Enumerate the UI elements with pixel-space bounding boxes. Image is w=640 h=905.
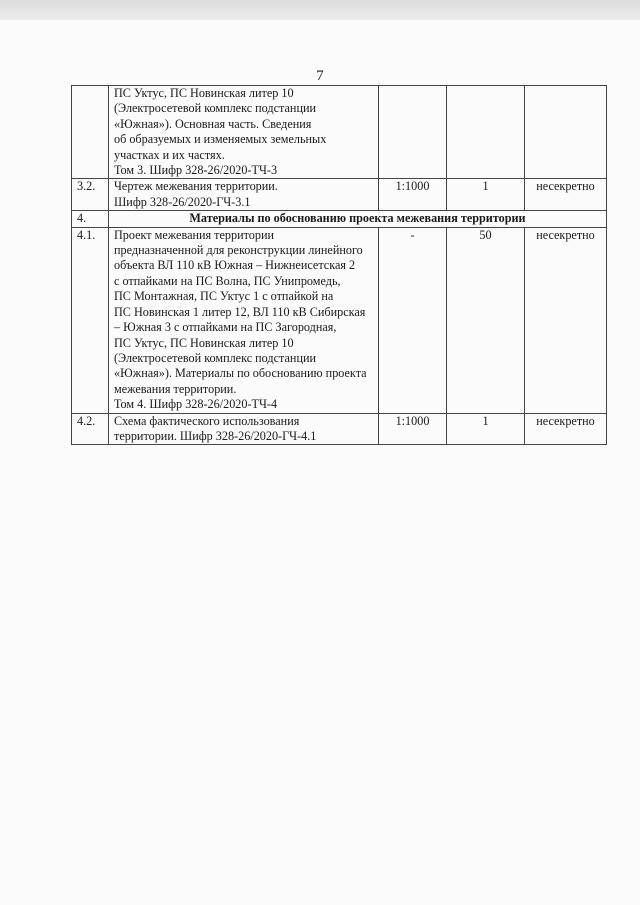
title-line: объекта ВЛ 110 кВ Южная – Нижнеисетская 2 xyxy=(114,258,356,273)
title-line: «Южная»). Основная часть. Сведения xyxy=(114,116,312,131)
row-title xyxy=(109,413,379,445)
title-line: Шифр 328-26/2020-ГЧ-3.1 xyxy=(114,194,251,209)
title-line: с отпайками на ПС Волна, ПС Унипромедь, xyxy=(114,273,341,288)
section-title: Материалы по обоснованию проекта межевания территории xyxy=(109,211,607,227)
row-secrecy: несекретно xyxy=(525,227,607,413)
scan-edge xyxy=(0,0,640,20)
row-count xyxy=(447,86,525,179)
document-page xyxy=(0,20,640,905)
title-line: Чертеж межевания территории. xyxy=(114,179,278,194)
title-line: (Электросетевой комплекс подстанции xyxy=(114,101,317,116)
row-count: 1 xyxy=(447,179,525,211)
row-number: 3.2. xyxy=(72,179,109,211)
title-line: (Электросетевой комплекс подстанции xyxy=(114,350,317,365)
document-list-table xyxy=(71,85,607,445)
table-row xyxy=(72,179,607,211)
row-secrecy: несекретно xyxy=(525,413,607,445)
section-number: 4. xyxy=(72,211,109,227)
row-scale: 1:1000 xyxy=(379,179,447,211)
title-line: Проект межевания территории xyxy=(114,227,275,242)
row-scale xyxy=(379,86,447,179)
title-line: ПС Уктус, ПС Новинская литер 10 xyxy=(114,86,294,100)
table-row xyxy=(72,227,607,413)
table-row xyxy=(72,86,607,179)
row-count: 1 xyxy=(447,413,525,445)
title-line: – Южная 3 с отпайками на ПС Загородная, xyxy=(114,320,337,335)
row-title xyxy=(109,179,379,211)
title-line: территории. Шифр 328-26/2020-ГЧ-4.1 xyxy=(114,428,317,443)
row-scale: - xyxy=(379,227,447,413)
row-number xyxy=(72,86,109,179)
title-line: ПС Новинская 1 литер 12, ВЛ 110 кВ Сибирская xyxy=(114,304,366,319)
title-line: участках и их частях. xyxy=(114,147,225,162)
row-number: 4.1. xyxy=(72,227,109,413)
table-row xyxy=(72,413,607,445)
title-line: Схема фактического использования xyxy=(114,413,300,428)
row-secrecy xyxy=(525,86,607,179)
row-count: 50 xyxy=(447,227,525,413)
title-line: межевания территории. xyxy=(114,381,237,396)
title-line: Том 4. Шифр 328-26/2020-ТЧ-4 xyxy=(114,397,278,412)
title-line: предназначенной для реконструкции линейного xyxy=(114,243,363,258)
row-number: 4.2. xyxy=(72,413,109,445)
row-secrecy: несекретно xyxy=(525,179,607,211)
row-scale: 1:1000 xyxy=(379,413,447,445)
title-line: «Южная»). Материалы по обоснованию проекта xyxy=(114,366,367,381)
title-line: Том 3. Шифр 328-26/2020-ТЧ-3 xyxy=(114,163,278,178)
page-number: 7 xyxy=(316,68,324,84)
title-line: ПС Монтажная, ПС Уктус 1 с отпайкой на xyxy=(114,289,334,304)
section-row xyxy=(72,211,607,227)
row-title xyxy=(109,86,379,179)
title-line: об образуемых и изменяемых земельных xyxy=(114,132,327,147)
title-line: ПС Уктус, ПС Новинская литер 10 xyxy=(114,335,294,350)
row-title xyxy=(109,227,379,413)
